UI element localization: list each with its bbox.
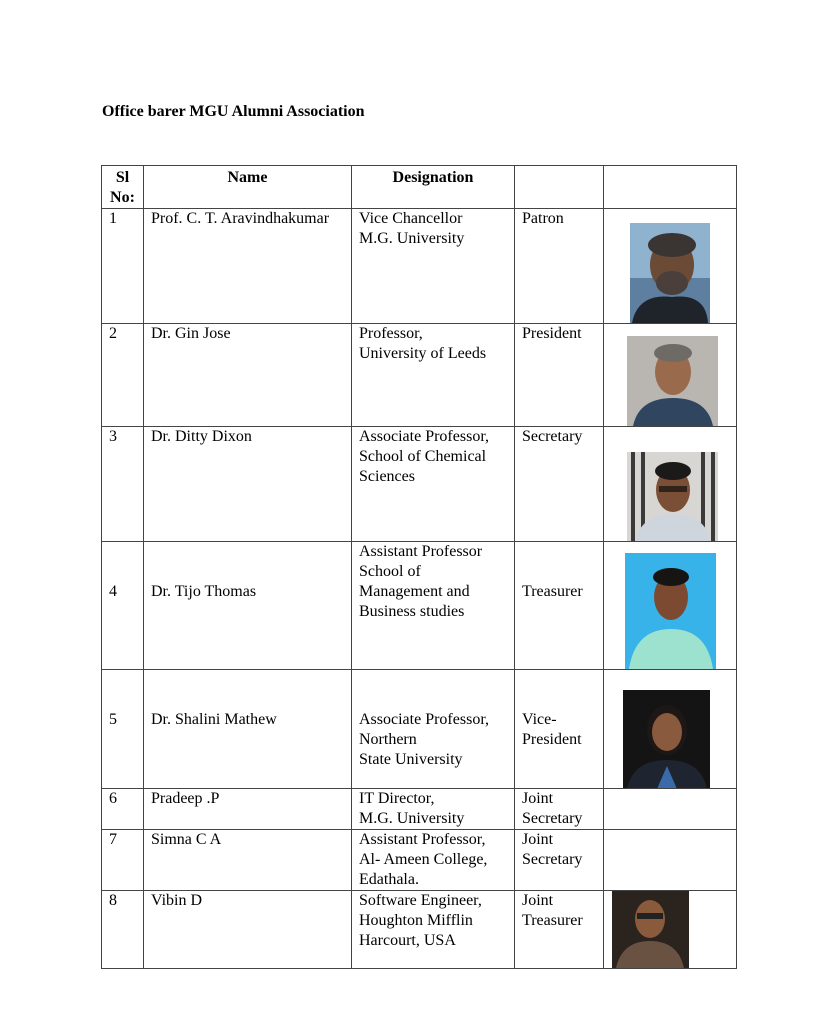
name-cell: Prof. C. T. Aravindhakumar	[144, 209, 352, 324]
header-photo	[604, 166, 737, 209]
table-header-row	[102, 166, 737, 209]
name-cell: Dr. Ditty Dixon	[144, 427, 352, 542]
designation-cell: Associate Professor, Northern State University	[352, 670, 515, 789]
photo-cell	[604, 427, 737, 542]
photo-cell	[604, 209, 737, 324]
header-role	[515, 166, 604, 209]
name-cell: Vibin D	[144, 891, 352, 969]
table-row	[102, 427, 737, 542]
member-photo	[630, 223, 710, 323]
sl-no-cell: 6	[102, 789, 144, 830]
sl-no-cell: 3	[102, 427, 144, 542]
role-cell: Secretary	[515, 427, 604, 542]
sl-no-cell: 4	[102, 542, 144, 670]
sl-no-cell: 2	[102, 324, 144, 427]
header-sl-no: Sl No:	[102, 166, 144, 209]
role-cell: Joint Secretary	[515, 789, 604, 830]
role-cell: Joint Treasurer	[515, 891, 604, 969]
designation-cell: Professor, University of Leeds	[352, 324, 515, 427]
photo-cell	[604, 789, 737, 830]
member-photo	[623, 690, 710, 789]
table-row	[102, 324, 737, 427]
role-cell: Patron	[515, 209, 604, 324]
designation-cell: Software Engineer, Houghton Mifflin Harcourt, USA	[352, 891, 515, 969]
sl-no-cell: 7	[102, 830, 144, 891]
name-cell: Dr. Shalini Mathew	[144, 670, 352, 789]
designation-cell: Associate Professor, School of Chemical Sciences	[352, 427, 515, 542]
office-bearers-table	[101, 165, 737, 969]
photo-cell	[604, 670, 737, 789]
table-row	[102, 891, 737, 969]
role-cell: Treasurer	[515, 542, 604, 670]
header-designation: Designation	[352, 166, 515, 209]
table-row	[102, 542, 737, 670]
photo-cell	[604, 830, 737, 891]
table-row	[102, 789, 737, 830]
table-row	[102, 830, 737, 891]
sl-no-cell: 1	[102, 209, 144, 324]
member-photo	[627, 452, 718, 542]
table-row	[102, 670, 737, 789]
photo-cell	[604, 542, 737, 670]
name-cell: Dr. Gin Jose	[144, 324, 352, 427]
header-name: Name	[144, 166, 352, 209]
designation-cell: IT Director, M.G. University	[352, 789, 515, 830]
name-cell: Pradeep .P	[144, 789, 352, 830]
member-photo	[612, 891, 689, 968]
role-cell: Vice- President	[515, 670, 604, 789]
name-cell: Dr. Tijo Thomas	[144, 542, 352, 670]
member-photo	[627, 336, 718, 426]
photo-cell	[604, 891, 737, 969]
name-cell: Simna C A	[144, 830, 352, 891]
role-cell: President	[515, 324, 604, 427]
page-title: Office barer MGU Alumni Association	[102, 103, 365, 120]
photo-cell	[604, 324, 737, 427]
designation-cell: Assistant Professor School of Management and Business studies	[352, 542, 515, 670]
table-row	[102, 209, 737, 324]
sl-no-cell: 8	[102, 891, 144, 969]
role-cell: Joint Secretary	[515, 830, 604, 891]
designation-cell: Vice Chancellor M.G. University	[352, 209, 515, 324]
member-photo	[625, 553, 716, 669]
sl-no-cell: 5	[102, 670, 144, 789]
designation-cell: Assistant Professor, Al- Ameen College, Edathala.	[352, 830, 515, 891]
